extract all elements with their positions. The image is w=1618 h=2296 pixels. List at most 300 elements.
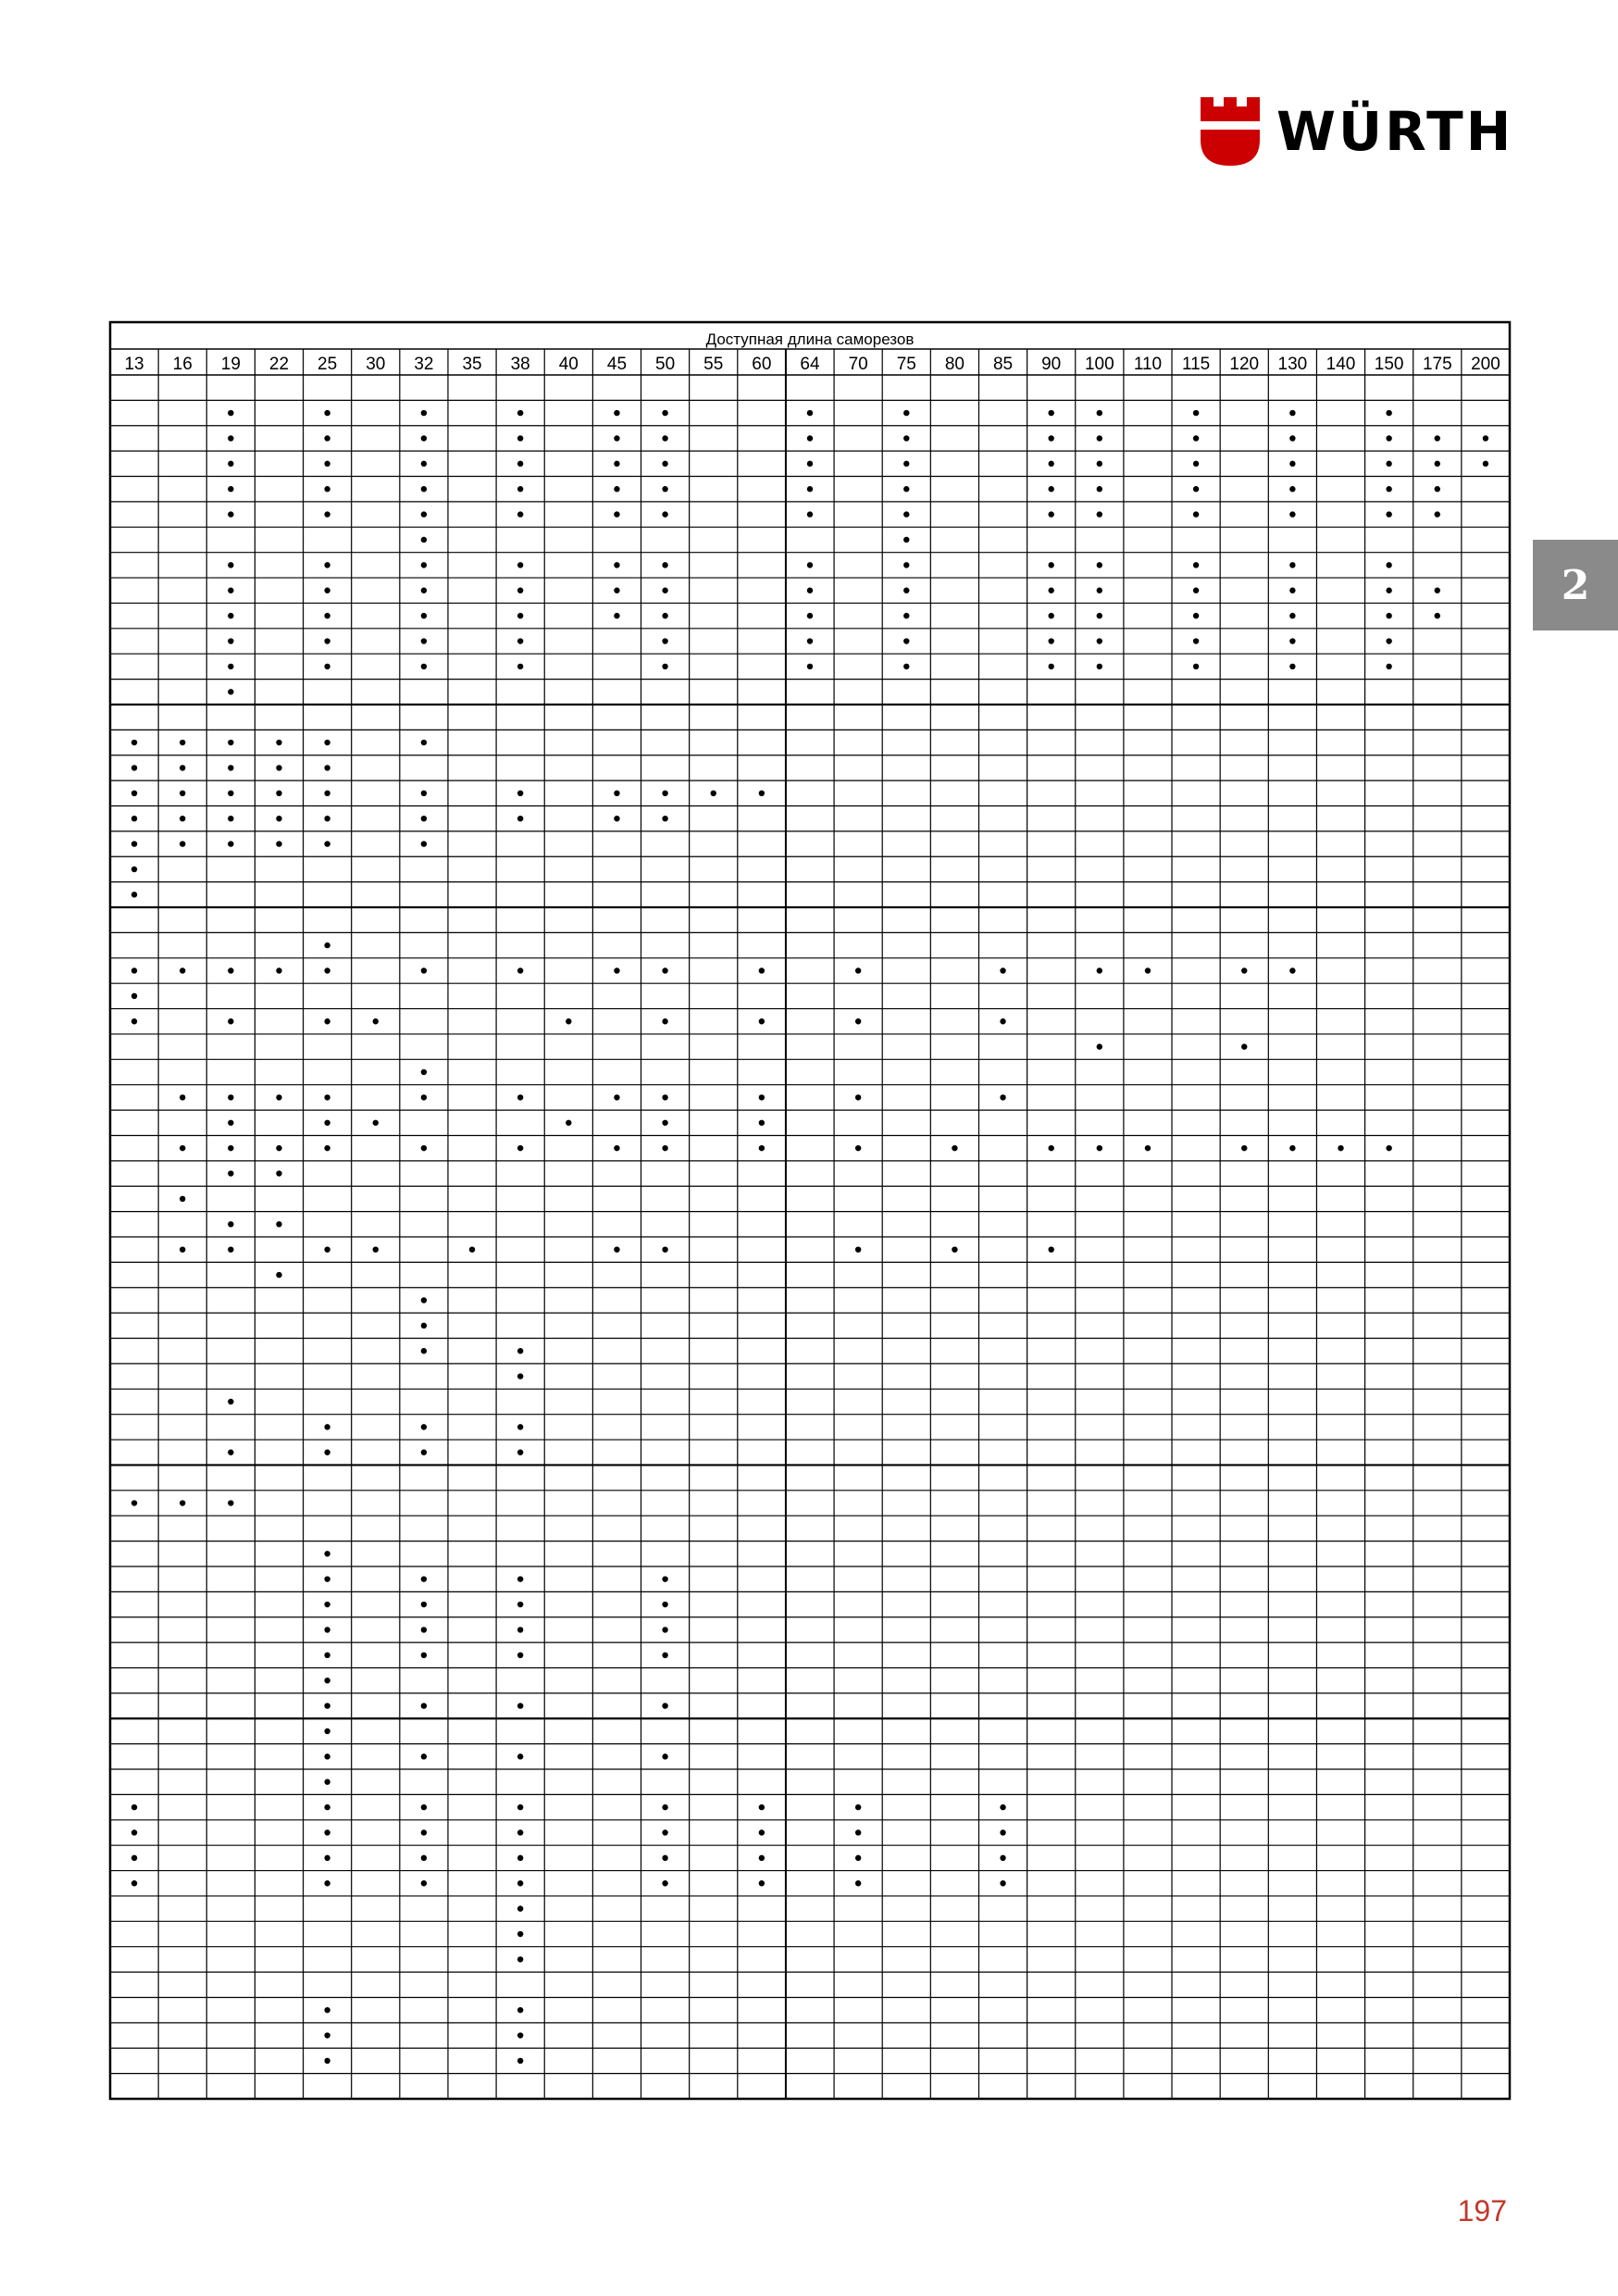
- availability-dot: [324, 942, 330, 948]
- availability-dot: [324, 1018, 330, 1024]
- availability-dot: [662, 816, 667, 821]
- availability-dot: [421, 1753, 427, 1759]
- availability-dot: [228, 638, 233, 643]
- availability-dot: [1048, 562, 1053, 568]
- column-header-label: 75: [896, 355, 916, 374]
- availability-dot: [228, 841, 233, 846]
- availability-dot: [662, 410, 667, 416]
- availability-dot: [324, 967, 330, 973]
- availability-dot: [421, 1880, 427, 1886]
- availability-dot: [807, 588, 813, 593]
- availability-dot: [1386, 435, 1391, 441]
- column-header-label: 35: [462, 355, 482, 374]
- availability-dot: [662, 1880, 667, 1886]
- availability-dot: [903, 511, 909, 517]
- availability-dot: [1193, 486, 1199, 492]
- availability-dot: [324, 664, 330, 669]
- availability-dot: [421, 816, 427, 821]
- availability-dot: [131, 1804, 137, 1810]
- availability-dot: [228, 461, 233, 467]
- availability-dot: [517, 1627, 523, 1632]
- availability-dot: [421, 1829, 427, 1835]
- availability-dot: [228, 765, 233, 770]
- availability-dot: [421, 841, 427, 846]
- availability-dot: [759, 1855, 765, 1861]
- availability-dot: [1048, 486, 1053, 492]
- availability-dot: [324, 511, 330, 517]
- availability-dot: [1289, 410, 1295, 416]
- availability-dot: [421, 1348, 427, 1354]
- availability-dot: [1386, 410, 1391, 416]
- availability-dot: [228, 435, 233, 441]
- availability-dot: [1386, 613, 1391, 618]
- availability-dot: [180, 1196, 185, 1202]
- availability-dot: [855, 1804, 861, 1810]
- availability-dot: [421, 410, 427, 416]
- column-header-label: 38: [510, 355, 530, 374]
- availability-dot: [807, 461, 813, 467]
- availability-dot: [1097, 486, 1102, 492]
- availability-dot: [903, 486, 909, 492]
- availability-dot: [662, 511, 667, 517]
- availability-dot: [1435, 461, 1440, 467]
- availability-dot: [1048, 664, 1053, 669]
- column-header-label: 16: [172, 355, 193, 374]
- availability-dot: [131, 816, 137, 821]
- availability-dot: [517, 1804, 523, 1810]
- availability-dot: [566, 1018, 571, 1024]
- availability-dot: [1435, 435, 1440, 441]
- availability-dot: [421, 435, 427, 441]
- availability-dot: [517, 1450, 523, 1455]
- availability-dot: [807, 638, 813, 643]
- availability-dot: [1000, 967, 1005, 973]
- column-header-label: 60: [752, 355, 772, 374]
- availability-dot: [662, 1120, 667, 1126]
- availability-dot: [1483, 435, 1488, 441]
- availability-dot: [566, 1120, 571, 1126]
- column-header-label: 130: [1277, 355, 1308, 374]
- availability-dot: [662, 1627, 667, 1632]
- column-header-label: 80: [944, 355, 965, 374]
- availability-dot: [131, 967, 137, 973]
- availability-dot: [759, 1094, 765, 1100]
- availability-dot: [131, 841, 137, 846]
- availability-dot: [131, 993, 137, 999]
- availability-dot: [324, 841, 330, 846]
- availability-dot: [421, 638, 427, 643]
- availability-dot: [1097, 638, 1102, 643]
- availability-dot: [324, 816, 330, 821]
- availability-dot: [1241, 1043, 1247, 1049]
- availability-dot: [662, 1576, 667, 1581]
- availability-dot: [421, 1602, 427, 1607]
- availability-dot: [1386, 1145, 1391, 1151]
- availability-dot: [421, 1627, 427, 1632]
- availability-dot: [903, 638, 909, 643]
- wurth-logo-text: WÜRTH: [1276, 100, 1514, 163]
- availability-dot: [276, 1170, 281, 1176]
- availability-dot: [614, 511, 619, 517]
- availability-dot: [1048, 461, 1053, 467]
- availability-dot: [1097, 1145, 1102, 1151]
- availability-dot: [517, 1931, 523, 1937]
- column-header-label: 150: [1374, 355, 1404, 374]
- availability-dot: [952, 1145, 957, 1151]
- availability-dot: [662, 1753, 667, 1759]
- availability-dot: [1000, 1829, 1005, 1835]
- availability-dot: [1048, 1246, 1053, 1252]
- availability-dot: [1193, 638, 1199, 643]
- availability-dot: [711, 791, 716, 796]
- availability-dot: [131, 1829, 137, 1835]
- availability-dot: [276, 816, 281, 821]
- availability-dot: [1097, 435, 1102, 441]
- availability-dot: [1289, 967, 1295, 973]
- availability-dot: [1435, 588, 1440, 593]
- availability-dot: [324, 1753, 330, 1759]
- availability-dot: [903, 588, 909, 593]
- availability-dot: [1145, 967, 1151, 973]
- availability-dot: [324, 461, 330, 467]
- availability-dot: [180, 1145, 185, 1151]
- availability-dot: [517, 1956, 523, 1962]
- availability-dot: [1097, 461, 1102, 467]
- availability-dot: [517, 588, 523, 593]
- availability-dot: [324, 1829, 330, 1835]
- chapter-tab-label: 2: [1561, 561, 1590, 609]
- availability-dot: [131, 791, 137, 796]
- availability-dot: [1289, 664, 1295, 669]
- availability-dot: [759, 1804, 765, 1810]
- table-header-title: Доступная длина саморезов: [705, 331, 915, 348]
- availability-dot: [469, 1246, 475, 1252]
- availability-dot: [517, 613, 523, 618]
- column-header-label: 110: [1133, 355, 1163, 374]
- availability-dot: [1000, 1018, 1005, 1024]
- availability-dot: [662, 1703, 667, 1708]
- availability-dot: [1386, 511, 1391, 517]
- availability-dot: [903, 613, 909, 618]
- availability-dot: [662, 1855, 667, 1861]
- availability-dot: [662, 1094, 667, 1100]
- availability-dot: [421, 511, 427, 517]
- column-header-label: 115: [1181, 355, 1211, 374]
- availability-dot: [324, 435, 330, 441]
- availability-dot: [1289, 562, 1295, 568]
- availability-dot: [373, 1018, 379, 1024]
- availability-dot: [324, 486, 330, 492]
- availability-dot: [517, 1855, 523, 1861]
- column-header-label: 200: [1471, 355, 1500, 374]
- availability-dot: [421, 1855, 427, 1861]
- availability-dot: [228, 410, 233, 416]
- availability-dot: [131, 892, 137, 897]
- availability-dot: [952, 1246, 957, 1252]
- availability-dot: [324, 588, 330, 593]
- availability-dot: [855, 1880, 861, 1886]
- availability-dot: [855, 1018, 861, 1024]
- availability-dot: [1048, 588, 1053, 593]
- availability-dot: [759, 1880, 765, 1886]
- availability-dot: [517, 1424, 523, 1429]
- availability-dot: [517, 435, 523, 441]
- availability-dot: [903, 537, 909, 543]
- availability-dot: [1193, 435, 1199, 441]
- availability-dot: [517, 1602, 523, 1607]
- availability-dot: [614, 435, 619, 441]
- availability-dot: [276, 1145, 281, 1151]
- availability-dot: [662, 486, 667, 492]
- availability-dot: [1289, 435, 1295, 441]
- availability-dot: [1386, 461, 1391, 467]
- availability-dot: [1048, 511, 1053, 517]
- column-header-label: 70: [848, 355, 868, 374]
- availability-dot: [180, 740, 185, 745]
- availability-dot: [228, 967, 233, 973]
- availability-dot: [517, 664, 523, 669]
- availability-dot: [517, 410, 523, 416]
- availability-dot: [421, 664, 427, 669]
- availability-dot: [517, 967, 523, 973]
- availability-dot: [421, 1069, 427, 1075]
- availability-dot: [1097, 588, 1102, 593]
- availability-dot: [517, 1703, 523, 1708]
- availability-dot: [131, 740, 137, 745]
- availability-dot: [1289, 1145, 1295, 1151]
- availability-dot: [228, 1221, 233, 1227]
- availability-dot: [1097, 511, 1102, 517]
- availability-dot: [276, 765, 281, 770]
- availability-dot: [517, 1829, 523, 1835]
- column-header-label: 40: [558, 355, 579, 374]
- availability-dot: [517, 2058, 523, 2064]
- availability-dot: [517, 816, 523, 821]
- availability-dot: [180, 1246, 185, 1252]
- column-header-label: 19: [220, 355, 241, 374]
- availability-dot: [324, 1145, 330, 1151]
- availability-dot: [276, 791, 281, 796]
- availability-dot: [855, 1829, 861, 1835]
- column-header-label: 22: [268, 355, 290, 374]
- availability-dot: [1193, 461, 1199, 467]
- availability-dot: [421, 1653, 427, 1658]
- availability-dot: [662, 435, 667, 441]
- availability-dot: [807, 664, 813, 669]
- availability-dot: [228, 816, 233, 821]
- availability-dot: [614, 967, 619, 973]
- availability-dot: [517, 1905, 523, 1911]
- availability-dot: [1097, 613, 1102, 618]
- availability-dot: [855, 967, 861, 973]
- availability-dot: [662, 461, 667, 467]
- availability-dot: [228, 740, 233, 745]
- availability-dot: [1289, 613, 1295, 618]
- column-header-label: 13: [124, 355, 144, 374]
- availability-dot: [180, 1500, 185, 1505]
- availability-dot: [662, 562, 667, 568]
- availability-dot: [759, 967, 765, 973]
- availability-dot: [421, 562, 427, 568]
- availability-dot: [228, 1145, 233, 1151]
- availability-dot: [421, 1450, 427, 1455]
- availability-dot: [228, 1399, 233, 1404]
- availability-dot: [228, 486, 233, 492]
- availability-dot: [228, 1246, 233, 1252]
- availability-dot: [324, 410, 330, 416]
- availability-dot: [1000, 1804, 1005, 1810]
- availability-dot: [228, 588, 233, 593]
- availability-dot: [614, 1145, 619, 1151]
- column-header-label: 50: [655, 355, 676, 374]
- availability-dot: [324, 1246, 330, 1252]
- availability-dot: [1000, 1880, 1005, 1886]
- availability-dot: [324, 1424, 330, 1429]
- availability-dot: [228, 1094, 233, 1100]
- availability-dot: [1097, 664, 1102, 669]
- availability-dot: [1097, 562, 1102, 568]
- availability-dot: [517, 1880, 523, 1886]
- availability-dot: [662, 588, 667, 593]
- availability-dot: [131, 765, 137, 770]
- column-header-label: 120: [1229, 355, 1260, 374]
- availability-dot: [228, 1120, 233, 1126]
- availability-dot: [1241, 1145, 1247, 1151]
- availability-dot: [614, 1246, 619, 1252]
- availability-dot: [421, 1804, 427, 1810]
- availability-dot: [517, 791, 523, 796]
- availability-dot: [324, 1120, 330, 1126]
- availability-dot: [807, 613, 813, 618]
- availability-dot: [131, 867, 137, 872]
- availability-dot: [614, 791, 619, 796]
- column-header-label: 140: [1326, 355, 1356, 374]
- availability-dot: [324, 1602, 330, 1607]
- availability-dot: [1097, 967, 1102, 973]
- availability-dot: [324, 613, 330, 618]
- availability-dot: [180, 765, 185, 770]
- availability-dot: [180, 816, 185, 821]
- column-header-label: 90: [1041, 355, 1062, 374]
- availability-dot: [517, 461, 523, 467]
- availability-dot: [324, 2058, 330, 2064]
- availability-dot: [228, 791, 233, 796]
- availability-dot: [855, 1145, 861, 1151]
- availability-dot: [517, 1753, 523, 1759]
- availability-dot: [1193, 664, 1199, 669]
- availability-dot: [1193, 562, 1199, 568]
- availability-dot: [1048, 638, 1053, 643]
- availability-dot: [421, 613, 427, 618]
- availability-dot: [759, 1145, 765, 1151]
- availability-dot: [1193, 410, 1199, 416]
- availability-dot: [662, 1145, 667, 1151]
- availability-dot: [517, 1576, 523, 1581]
- availability-dot: [1097, 1043, 1102, 1049]
- availability-dot: [131, 1018, 137, 1024]
- availability-dot: [759, 1120, 765, 1126]
- availability-dot: [131, 1855, 137, 1861]
- availability-dot: [662, 1602, 667, 1607]
- availability-dot: [1386, 588, 1391, 593]
- availability-dot: [614, 613, 619, 618]
- availability-dot: [324, 1703, 330, 1708]
- availability-dot: [1386, 638, 1391, 643]
- availability-dot: [1289, 511, 1295, 517]
- availability-dot: [180, 1094, 185, 1100]
- availability-dot: [614, 588, 619, 593]
- column-header-label: 64: [800, 355, 820, 374]
- availability-dot: [228, 613, 233, 618]
- availability-dot: [421, 967, 427, 973]
- column-header-label: 32: [414, 355, 434, 374]
- availability-dot: [324, 791, 330, 796]
- availability-dot: [662, 613, 667, 618]
- availability-dot: [228, 511, 233, 517]
- availability-dot: [1289, 588, 1295, 593]
- availability-dot: [1435, 511, 1440, 517]
- availability-dot: [324, 1880, 330, 1886]
- availability-dot: [517, 1348, 523, 1354]
- availability-dot: [276, 1221, 281, 1227]
- availability-dot: [228, 1170, 233, 1176]
- availability-dot: [662, 1829, 667, 1835]
- availability-dot: [662, 664, 667, 669]
- availability-dot: [662, 1804, 667, 1810]
- column-header-label: 30: [366, 355, 386, 374]
- availability-dot: [1435, 486, 1440, 492]
- column-header-label: 45: [606, 355, 628, 374]
- availability-dot: [324, 1678, 330, 1683]
- availability-dot: [131, 1880, 137, 1886]
- availability-dot: [421, 1323, 427, 1329]
- availability-dot: [1289, 638, 1295, 643]
- availability-dot: [276, 967, 281, 973]
- availability-dot: [228, 664, 233, 669]
- availability-dot: [324, 562, 330, 568]
- availability-dot: [517, 638, 523, 643]
- availability-dot: [421, 1576, 427, 1581]
- availability-dot: [324, 1804, 330, 1810]
- availability-dot: [276, 740, 281, 745]
- availability-dot: [517, 511, 523, 517]
- availability-dot: [517, 1373, 523, 1379]
- availability-dot: [324, 740, 330, 745]
- availability-dot: [276, 1272, 281, 1278]
- availability-dot: [324, 2032, 330, 2038]
- availability-dot: [324, 1450, 330, 1455]
- availability-dot: [903, 461, 909, 467]
- availability-dot: [662, 967, 667, 973]
- availability-dot: [759, 1018, 765, 1024]
- availability-dot: [807, 562, 813, 568]
- availability-dot: [903, 435, 909, 441]
- availability-dot: [324, 1779, 330, 1785]
- availability-dot: [421, 1297, 427, 1303]
- availability-dot: [517, 1094, 523, 1100]
- availability-dot: [517, 2007, 523, 2013]
- availability-dot: [1483, 461, 1488, 467]
- availability-dot: [324, 1094, 330, 1100]
- availability-dot: [1000, 1094, 1005, 1100]
- availability-dot: [1241, 967, 1247, 973]
- availability-dot: [324, 1551, 330, 1556]
- column-header-label: 175: [1422, 355, 1452, 374]
- availability-dot: [1048, 435, 1053, 441]
- availability-dot: [1289, 461, 1295, 467]
- availability-dot: [517, 486, 523, 492]
- availability-dot: [903, 562, 909, 568]
